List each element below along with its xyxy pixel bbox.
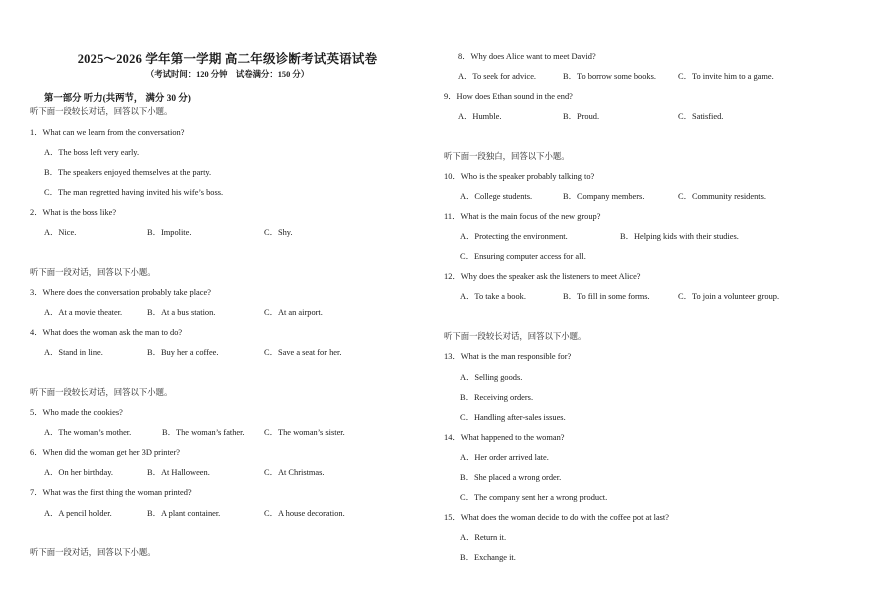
q3-option-a: A．At a movie theater.	[44, 308, 123, 317]
question-3: 3．Where does the conversation probably take place?	[30, 288, 211, 297]
question-10: 10．Who is the speaker probably talking to?	[444, 172, 595, 181]
q6-option-c: C．At Christmas.	[264, 468, 325, 477]
q7-option-a: A．A pencil holder.	[44, 509, 112, 518]
question-9: 9．How does Ethan sound in the end?	[444, 92, 573, 101]
q8-option-c: C．To invite him to a game.	[678, 72, 774, 81]
q8-option-a: A．To seek for advice.	[458, 72, 537, 81]
q4-option-b: B．Buy her a coffee.	[147, 348, 219, 357]
question-8: 8．Why does Alice want to meet David?	[458, 52, 596, 61]
q8-option-b: B．To borrow some books.	[563, 72, 656, 81]
q2-option-a: A．Nice.	[44, 228, 77, 237]
q10-option-c: C．Community residents.	[678, 192, 766, 201]
question-12: 12．Why does the speaker ask the listeners to meet Alice?	[444, 272, 641, 281]
q6-option-a: A．On her birthday.	[44, 468, 113, 477]
instruction: 听下面一段较长对话，回答以下小题。	[444, 332, 587, 341]
q1-option-c: C．The man regretted having invited his wife’s boss.	[44, 188, 224, 197]
q12-option-c: C．To join a volunteer group.	[678, 292, 780, 301]
question-2: 2．What is the boss like?	[30, 208, 117, 217]
q3-option-b: B．At a bus station.	[147, 308, 216, 317]
question-13: 13．What is the man responsible for?	[444, 352, 572, 361]
q5-option-a: A．The woman’s mother.	[44, 428, 132, 437]
exam-subtitle: （考试时间：120 分钟 试卷满分：150 分）	[145, 70, 310, 79]
q14-option-b: B．She placed a wrong order.	[460, 473, 562, 482]
exam-title: 2025～2026 学年第一学期 高二年级诊断考试英语试卷	[77, 52, 378, 66]
question-11: 11．What is the main focus of the new group?	[444, 212, 601, 221]
question-15: 15．What does the woman decide to do with the coffee pot at last?	[444, 513, 669, 522]
question-1: 1．What can we learn from the conversation?	[30, 128, 185, 137]
section-heading: 第一部分 听力(共两节， 满分 30 分)	[44, 94, 191, 104]
question-4: 4．What does the woman ask the man to do?	[30, 328, 183, 337]
q11-option-b: B．Helping kids with their studies.	[620, 232, 739, 241]
q12-option-b: B．To fill in some forms.	[563, 292, 650, 301]
q4-option-a: A．Stand in line.	[44, 348, 103, 357]
q10-option-a: A．College students.	[460, 192, 533, 201]
q7-option-b: B．A plant container.	[147, 509, 221, 518]
q1-option-b: B．The speakers enjoyed themselves at the party.	[44, 168, 212, 177]
q2-option-b: B．Impolite.	[147, 228, 192, 237]
q10-option-b: B．Company members.	[563, 192, 645, 201]
q11-option-a: A．Protecting the environment.	[460, 232, 568, 241]
q6-option-b: B．At Halloween.	[147, 468, 210, 477]
q13-option-b: B．Receiving orders.	[460, 393, 534, 402]
q3-option-c: C．At an airport.	[264, 308, 323, 317]
q7-option-c: C．A house decoration.	[264, 509, 345, 518]
instruction: 听下面一段独白，回答以下小题。	[444, 152, 570, 161]
q5-option-b: B．The woman’s father.	[162, 428, 245, 437]
q11-option-c: C．Ensuring computer access for all.	[460, 252, 586, 261]
question-7: 7．What was the first thing the woman printed?	[30, 488, 192, 497]
q15-option-a: A．Return it.	[460, 533, 507, 542]
q14-option-a: A．Her order arrived late.	[460, 453, 549, 462]
q2-option-c: C．Shy.	[264, 228, 293, 237]
instruction: 听下面一段对话，回答以下小题。	[30, 548, 156, 557]
q4-option-c: C．Save a seat for her.	[264, 348, 342, 357]
q12-option-a: A．To take a book.	[460, 292, 526, 301]
instruction: 听下面一段较长对话，回答以下小题。	[30, 388, 173, 397]
question-14: 14．What happened to the woman?	[444, 433, 565, 442]
q13-option-c: C．Handling after-sales issues.	[460, 413, 566, 422]
instruction: 听下面一段对话，回答以下小题。	[30, 268, 156, 277]
question-5: 5．Who made the cookies?	[30, 408, 123, 417]
q14-option-c: C．The company sent her a wrong product.	[460, 493, 608, 502]
q9-option-b: B．Proud.	[563, 112, 600, 121]
question-6: 6．When did the woman get her 3D printer?	[30, 448, 181, 457]
q13-option-a: A．Selling goods.	[460, 373, 523, 382]
instruction: 听下面一段较长对话，回答以下小题。	[30, 107, 173, 116]
q15-option-b: B．Exchange it.	[460, 553, 516, 562]
q9-option-a: A．Humble.	[458, 112, 502, 121]
q1-option-a: A．The boss left very early.	[44, 148, 140, 157]
q5-option-c: C．The woman’s sister.	[264, 428, 345, 437]
q9-option-c: C．Satisfied.	[678, 112, 724, 121]
